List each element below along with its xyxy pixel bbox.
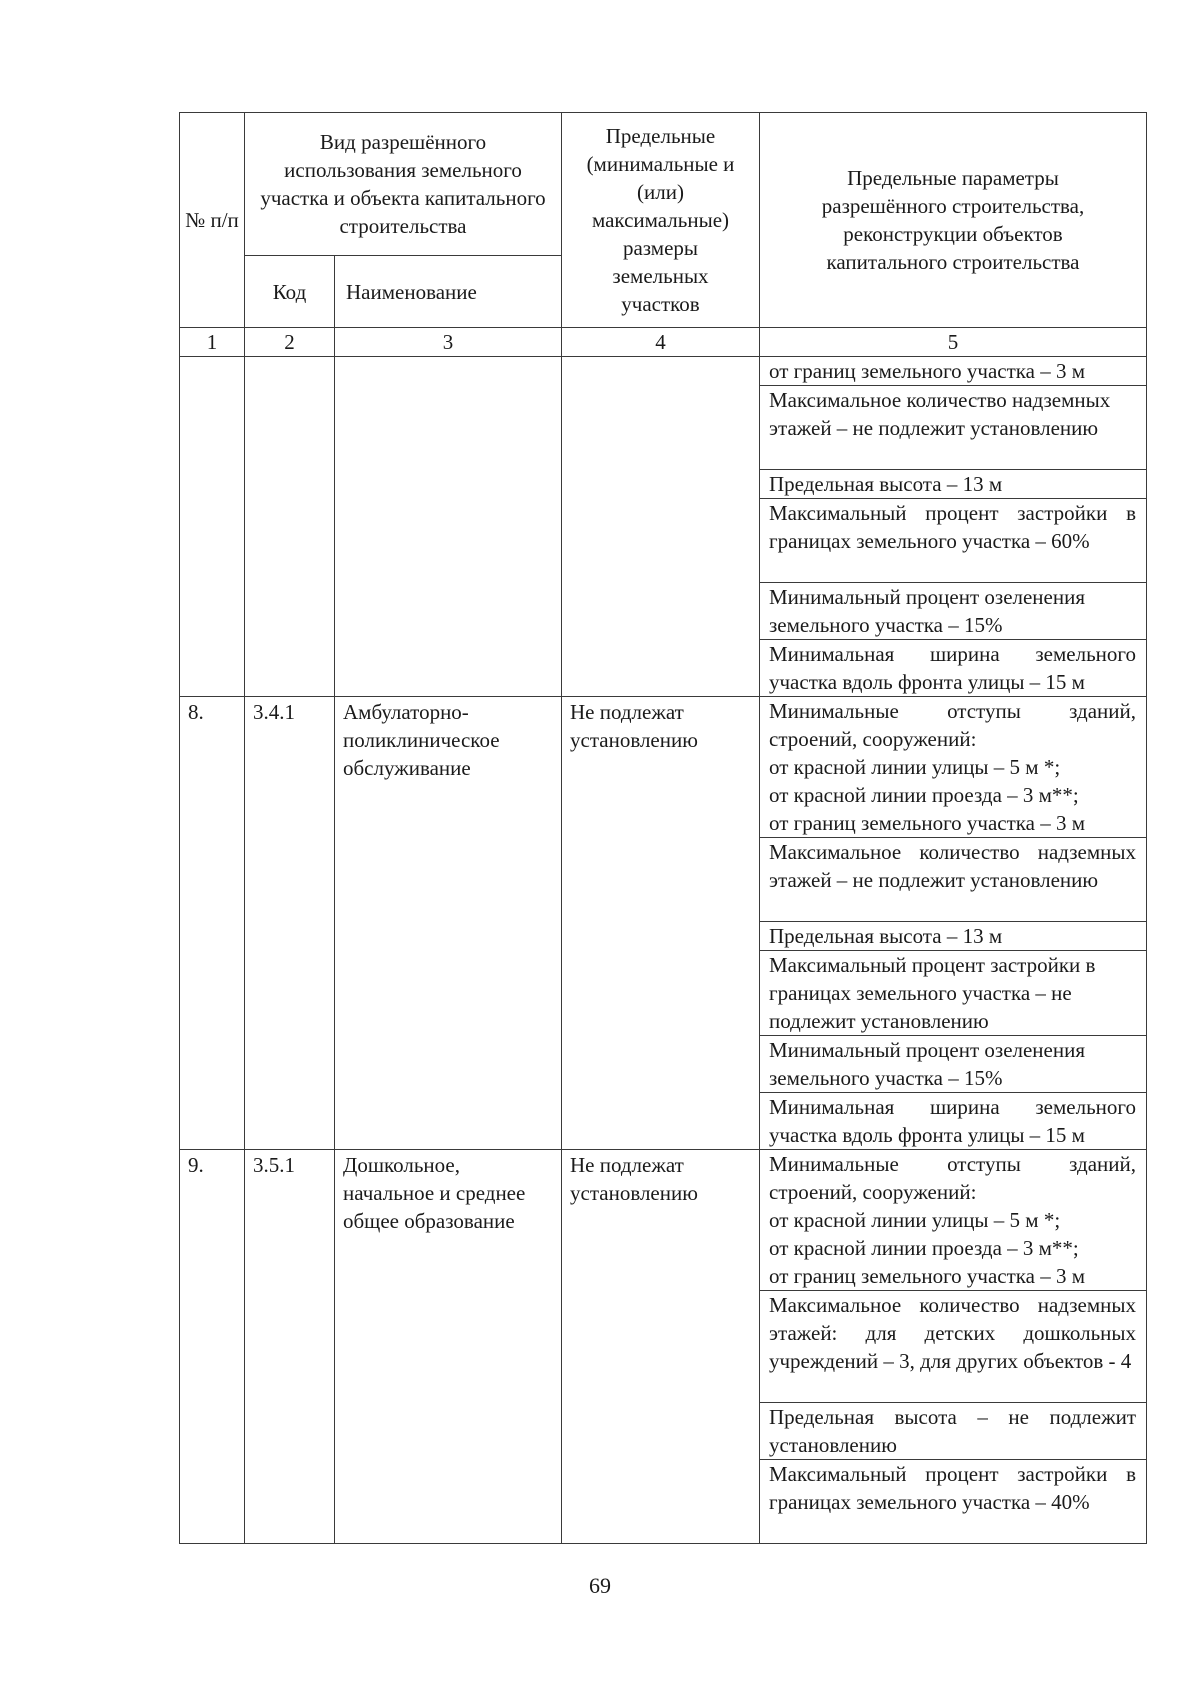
header-col-build-params: Предельные параметры разрешённого строительства, реконструкции объектов капитального строительства xyxy=(760,113,1147,328)
parameter-line: Максимальное количество надземных этажей – не подлежит установлению xyxy=(769,840,1136,892)
plot-size-limits xyxy=(562,357,760,697)
parameter-cell xyxy=(760,583,1147,640)
table-header xyxy=(180,113,1147,357)
column-number-1: 1 xyxy=(180,328,245,357)
parameter-cell xyxy=(760,499,1147,583)
use-name: Амбулаторно-поликлиническое обслуживание xyxy=(335,697,562,1150)
parameter-line: Максимальное количество надземных этажей: для детских дошкольных учреждений – 3, для других объектов - 4 xyxy=(769,1293,1136,1373)
parameter-line: от красной линии улицы – 5 м *; xyxy=(769,1208,1061,1232)
parameter-line: от красной линии проезда – 3 м**; xyxy=(769,1236,1079,1260)
parameter-line: Максимальное количество надземных этажей – не подлежит установлению xyxy=(769,388,1111,440)
parameter-cell xyxy=(760,697,1147,838)
page-number: 69 xyxy=(589,1573,611,1598)
parameter-cell xyxy=(760,1093,1147,1150)
parameter-line: Максимальный процент застройки в границах земельного участка – 60% xyxy=(769,501,1136,553)
header-col-plot-sizes: Предельные (минимальные и (или) максимальные) размеры земельных участков xyxy=(562,113,760,328)
use-code: 3.4.1 xyxy=(245,697,335,1150)
parameter-cell xyxy=(760,1403,1147,1460)
parameter-line: Предельная высота – 13 м xyxy=(769,472,1003,496)
parameter-line: Минимальная ширина земельного участка вдоль фронта улицы – 15 м xyxy=(769,642,1136,694)
header-col-code: Код xyxy=(245,256,335,328)
parameter-line: от красной линии улицы – 5 м *; xyxy=(769,755,1061,779)
column-number-4: 4 xyxy=(562,328,760,357)
column-number-3: 3 xyxy=(335,328,562,357)
header-col-name: Наименование xyxy=(335,256,562,328)
use-code xyxy=(245,357,335,697)
parameter-cell xyxy=(760,1150,1147,1291)
parameter-cell xyxy=(760,1291,1147,1403)
column-number-2: 2 xyxy=(245,328,335,357)
parameter-line: от границ земельного участка – 3 м xyxy=(769,1264,1086,1288)
column-number-5: 5 xyxy=(760,328,1147,357)
parameter-cell xyxy=(760,838,1147,922)
parameter-line: от границ земельного участка – 3 м xyxy=(769,811,1086,835)
row-number xyxy=(180,357,245,697)
parameter-line: Максимальный процент застройки в границах земельного участка – 40% xyxy=(769,1462,1136,1514)
parameter-cell xyxy=(760,1036,1147,1093)
plot-size-limits: Не подлежат установлению xyxy=(562,1150,760,1544)
parameter-line: Минимальная ширина земельного участка вдоль фронта улицы – 15 м xyxy=(769,1095,1136,1147)
parameter-line: от красной линии проезда – 3 м**; xyxy=(769,783,1079,807)
table-body xyxy=(180,357,1147,1544)
parameter-cell xyxy=(760,357,1147,386)
parameter-line: Минимальный процент озеленения земельного участка – 15% xyxy=(769,585,1086,637)
use-name xyxy=(335,357,562,697)
header-col-permitted-use: Вид разрешённого использования земельного участка и объекта капитального строительства xyxy=(245,113,562,256)
use-code: 3.5.1 xyxy=(245,1150,335,1544)
table-row xyxy=(180,1150,1147,1291)
parameter-cell xyxy=(760,922,1147,951)
parameter-cell xyxy=(760,951,1147,1036)
regulations-table xyxy=(179,112,1147,1544)
parameter-line: Минимальный процент озеленения земельного участка – 15% xyxy=(769,1038,1086,1090)
table-row xyxy=(180,697,1147,838)
parameter-line: Предельная высота – 13 м xyxy=(769,924,1003,948)
parameter-line: Минимальные отступы зданий, строений, сооружений: xyxy=(769,699,1136,751)
header-col-number: № п/п xyxy=(180,113,245,328)
row-number: 9. xyxy=(180,1150,245,1544)
parameter-line: Минимальные отступы зданий, строений, сооружений: xyxy=(769,1152,1136,1204)
row-number: 8. xyxy=(180,697,245,1150)
parameter-line: от границ земельного участка – 3 м xyxy=(769,359,1086,383)
table-row xyxy=(180,357,1147,386)
use-name: Дошкольное, начальное и среднее общее образование xyxy=(335,1150,562,1544)
parameter-cell xyxy=(760,640,1147,697)
parameter-line: Предельная высота – не подлежит установлению xyxy=(769,1405,1136,1457)
parameter-line: Максимальный процент застройки в границах земельного участка – не подлежит установлению xyxy=(769,953,1096,1033)
parameter-cell xyxy=(760,386,1147,470)
parameter-cell xyxy=(760,1460,1147,1544)
plot-size-limits: Не подлежат установлению xyxy=(562,697,760,1150)
parameter-cell xyxy=(760,470,1147,499)
